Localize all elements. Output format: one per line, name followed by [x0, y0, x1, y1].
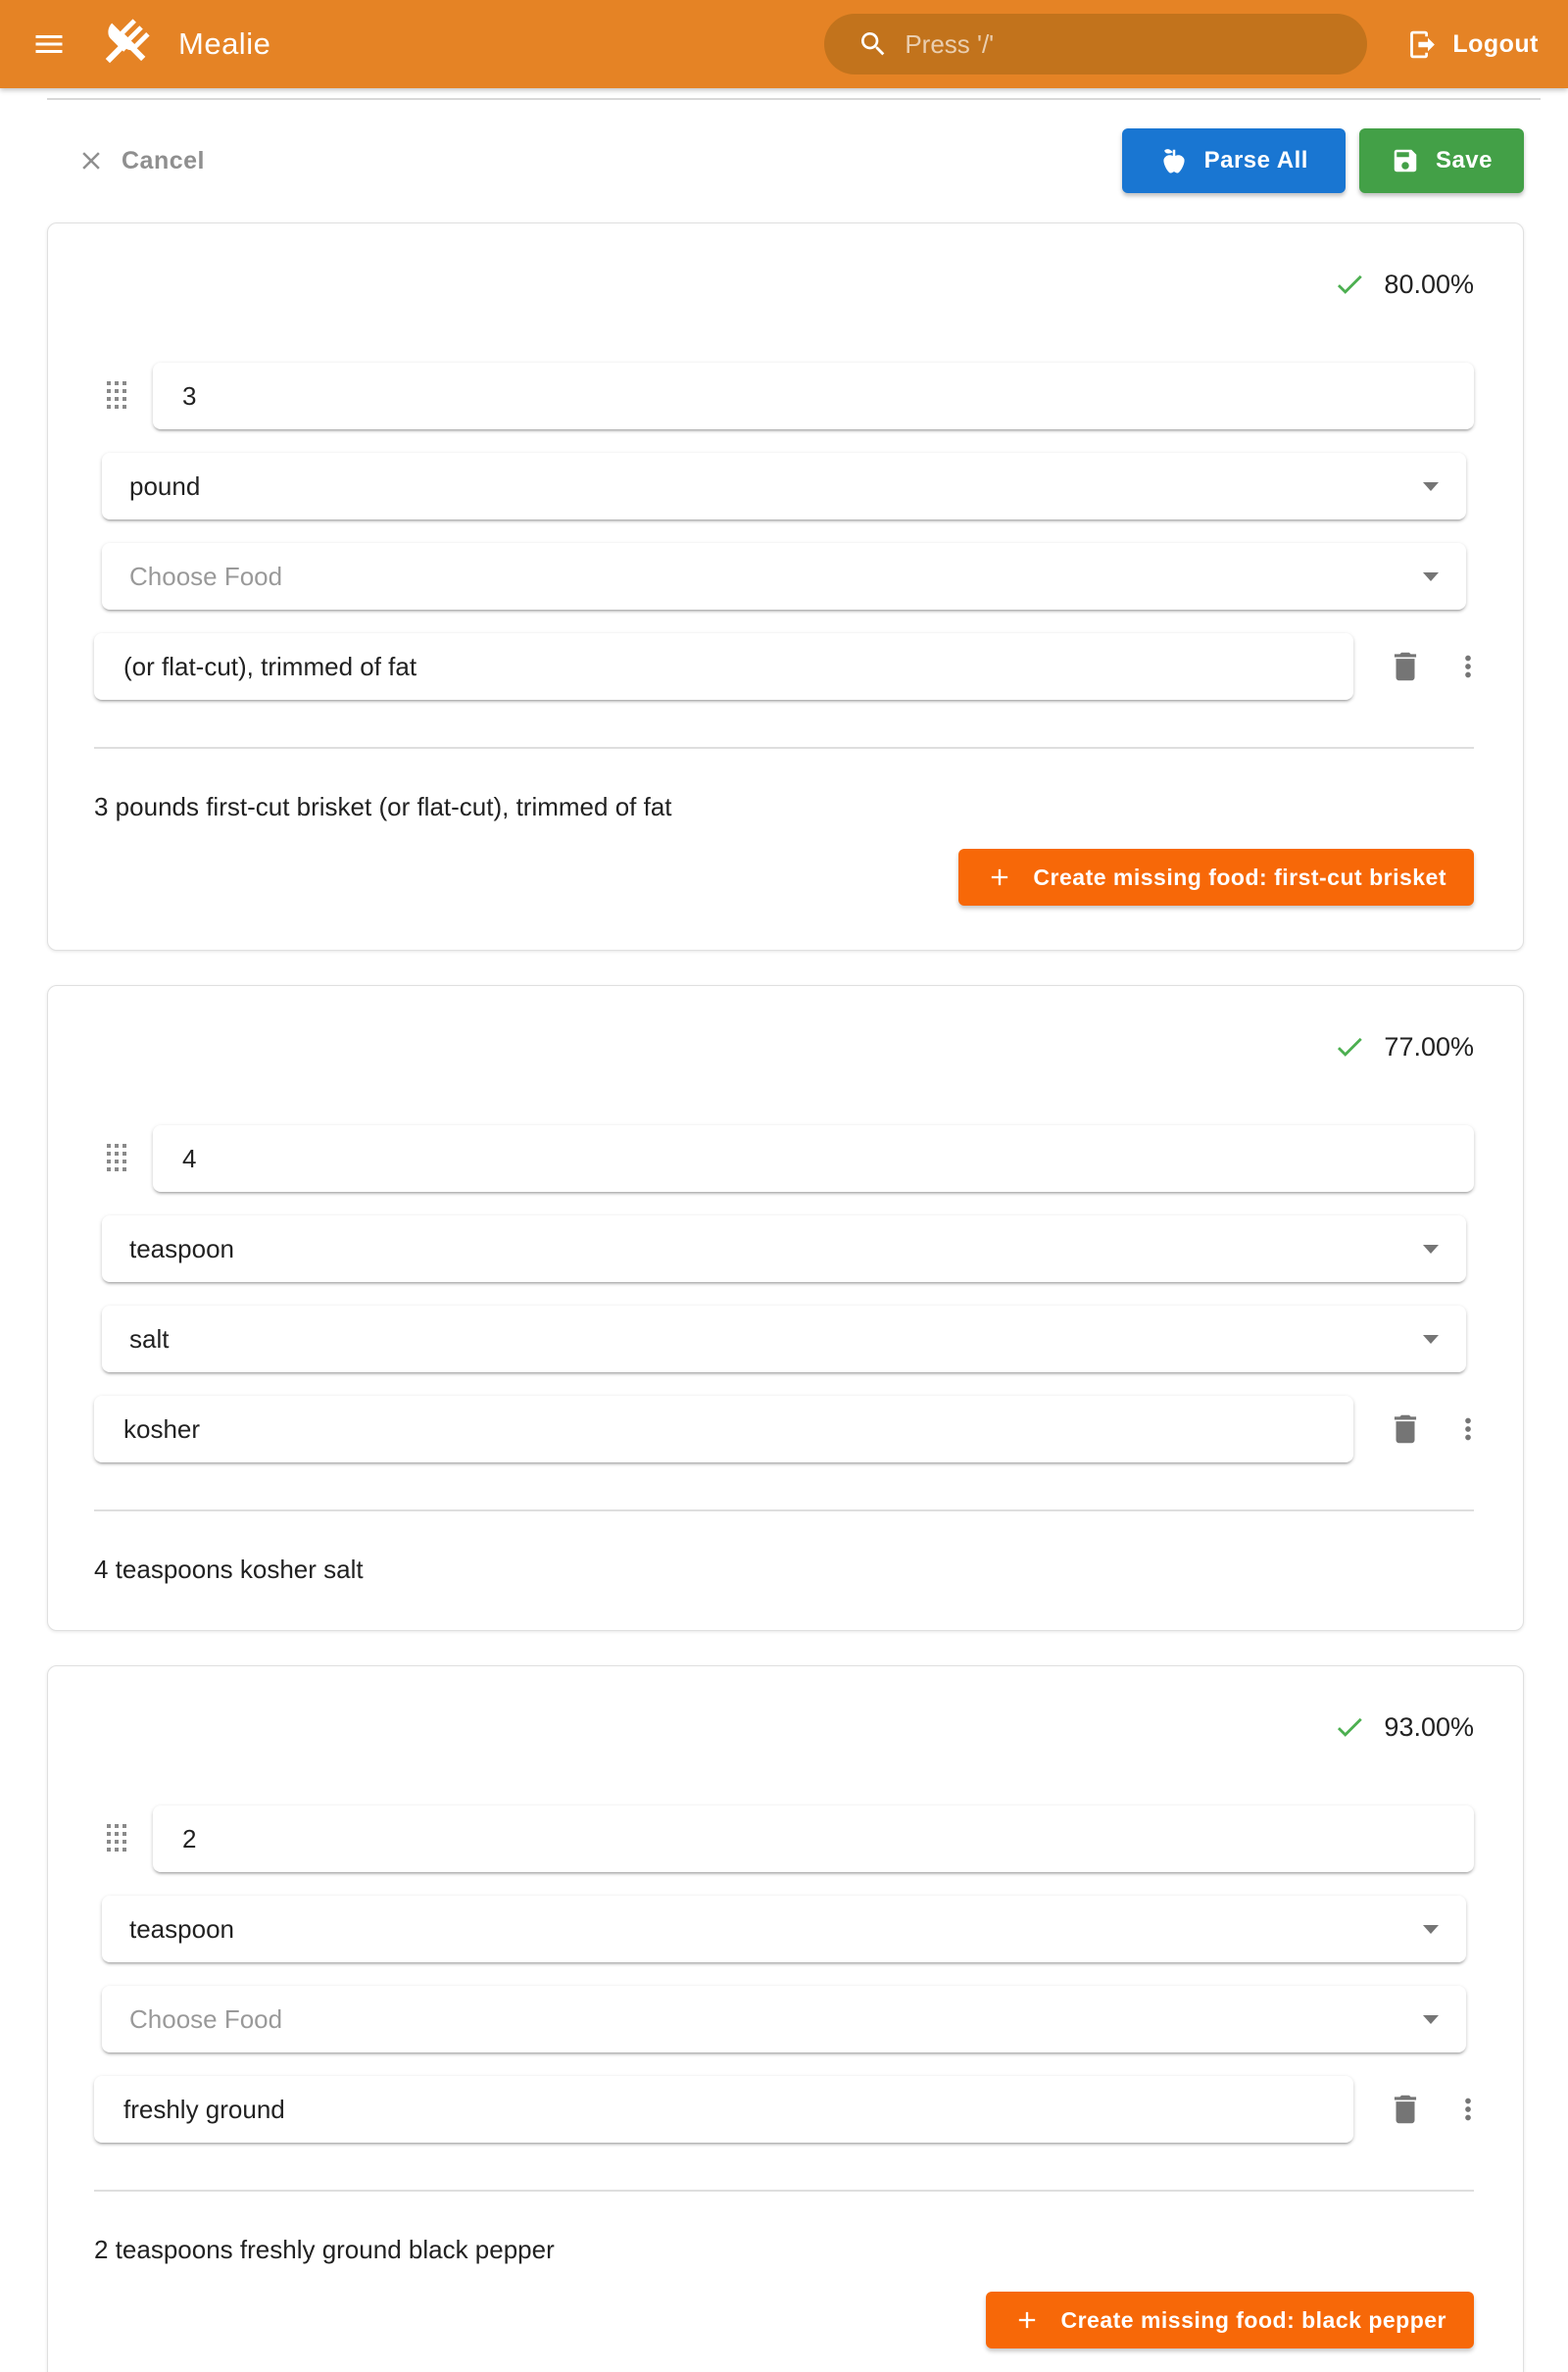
- note-row: [94, 2076, 1474, 2143]
- check-icon: [1333, 1030, 1366, 1063]
- create-missing-food-button[interactable]: [986, 2292, 1474, 2348]
- quantity-row: [94, 363, 1474, 429]
- apple-icon: [1159, 146, 1189, 175]
- delete-button[interactable]: [1387, 2088, 1424, 2131]
- chevron-down-icon: [1423, 1925, 1439, 1934]
- more-options-button[interactable]: [1451, 2088, 1485, 2131]
- food-select[interactable]: [102, 1306, 1466, 1372]
- food-value: salt: [129, 1323, 170, 1354]
- create-missing-food-label: Create missing food: black pepper: [1060, 2306, 1446, 2333]
- unit-select[interactable]: [102, 1215, 1466, 1282]
- delete-button[interactable]: [1387, 645, 1424, 688]
- search-input[interactable]: [905, 29, 1342, 60]
- more-options-button[interactable]: [1451, 1408, 1485, 1451]
- delete-button[interactable]: [1387, 1408, 1424, 1451]
- unit-select[interactable]: [102, 1896, 1466, 1962]
- chevron-down-icon: [1423, 1335, 1439, 1344]
- unit-value: teaspoon: [129, 1913, 234, 1944]
- missing-food-row: [94, 849, 1474, 906]
- divider: [94, 747, 1474, 749]
- confidence-row: [94, 1705, 1474, 1749]
- confidence-value: 77.00%: [1384, 1031, 1474, 1062]
- quantity-input[interactable]: [153, 1125, 1474, 1192]
- kebab-icon: [1451, 2093, 1485, 2126]
- unit-value: pound: [129, 470, 201, 501]
- parse-all-label: Parse All: [1203, 147, 1308, 173]
- save-label: Save: [1435, 147, 1493, 173]
- global-search[interactable]: [824, 14, 1367, 74]
- close-icon: [76, 146, 106, 175]
- logout-icon: [1406, 28, 1439, 61]
- confidence-value: 93.00%: [1384, 1711, 1474, 1742]
- drag-handle-icon[interactable]: [107, 381, 128, 411]
- quantity-row: [94, 1805, 1474, 1872]
- more-options-button[interactable]: [1451, 645, 1485, 688]
- note-input[interactable]: [94, 1396, 1353, 1462]
- food-select[interactable]: [102, 543, 1466, 610]
- chevron-down-icon: [1423, 482, 1439, 491]
- parse-all-button[interactable]: [1122, 128, 1346, 193]
- silverware-icon: [96, 16, 153, 73]
- ingredient-card: [47, 985, 1524, 1631]
- quantity-row: [94, 1125, 1474, 1192]
- logout-button[interactable]: [1406, 28, 1539, 61]
- ingredient-card: [47, 1665, 1524, 2372]
- food-select[interactable]: [102, 1986, 1466, 2052]
- trash-icon: [1387, 648, 1424, 685]
- note-row: [94, 1396, 1474, 1462]
- check-icon: [1333, 1710, 1366, 1744]
- save-button[interactable]: [1359, 128, 1524, 193]
- app-bar: [0, 0, 1568, 88]
- chevron-down-icon: [1423, 2015, 1439, 2024]
- unit-select[interactable]: [102, 453, 1466, 519]
- menu-button[interactable]: [27, 23, 71, 66]
- unit-value: teaspoon: [129, 1233, 234, 1263]
- search-icon: [858, 28, 889, 60]
- hamburger-icon: [31, 26, 67, 62]
- cancel-button[interactable]: [47, 146, 205, 175]
- divider: [94, 2190, 1474, 2192]
- confidence-row: [94, 263, 1474, 306]
- confidence-value: 80.00%: [1384, 269, 1474, 299]
- app-title: Mealie: [178, 26, 271, 61]
- note-input[interactable]: [94, 2076, 1353, 2143]
- trash-icon: [1387, 1410, 1424, 1448]
- cancel-label: Cancel: [122, 146, 205, 174]
- original-ingredient-text: 3 pounds first-cut brisket (or flat-cut), trimmed of fat: [94, 792, 672, 821]
- action-row: [47, 127, 1524, 194]
- drag-handle-icon[interactable]: [107, 1824, 128, 1853]
- ingredient-card: [47, 222, 1524, 951]
- save-icon: [1391, 146, 1420, 175]
- plus-icon: [986, 864, 1013, 891]
- note-input[interactable]: [94, 633, 1353, 700]
- chevron-down-icon: [1423, 1245, 1439, 1254]
- food-placeholder: Choose Food: [129, 561, 283, 591]
- original-ingredient-text: 4 teaspoons kosher salt: [94, 1555, 364, 1584]
- trash-icon: [1387, 2091, 1424, 2128]
- kebab-icon: [1451, 650, 1485, 683]
- create-missing-food-label: Create missing food: first-cut brisket: [1033, 864, 1446, 890]
- logout-label: Logout: [1452, 29, 1539, 58]
- original-ingredient-text: 2 teaspoons freshly ground black pepper: [94, 2235, 555, 2264]
- food-placeholder: Choose Food: [129, 2003, 283, 2034]
- kebab-icon: [1451, 1412, 1485, 1446]
- create-missing-food-button[interactable]: [958, 849, 1474, 906]
- quantity-input[interactable]: [153, 1805, 1474, 1872]
- divider: [94, 1509, 1474, 1511]
- mealie-logo[interactable]: [96, 16, 153, 73]
- drag-handle-icon[interactable]: [107, 1144, 128, 1173]
- confidence-row: [94, 1025, 1474, 1068]
- quantity-input[interactable]: [153, 363, 1474, 429]
- missing-food-row: [94, 2292, 1474, 2348]
- chevron-down-icon: [1423, 572, 1439, 581]
- top-divider: [47, 98, 1541, 100]
- plus-icon: [1013, 2306, 1041, 2334]
- check-icon: [1333, 268, 1366, 301]
- note-row: [94, 633, 1474, 700]
